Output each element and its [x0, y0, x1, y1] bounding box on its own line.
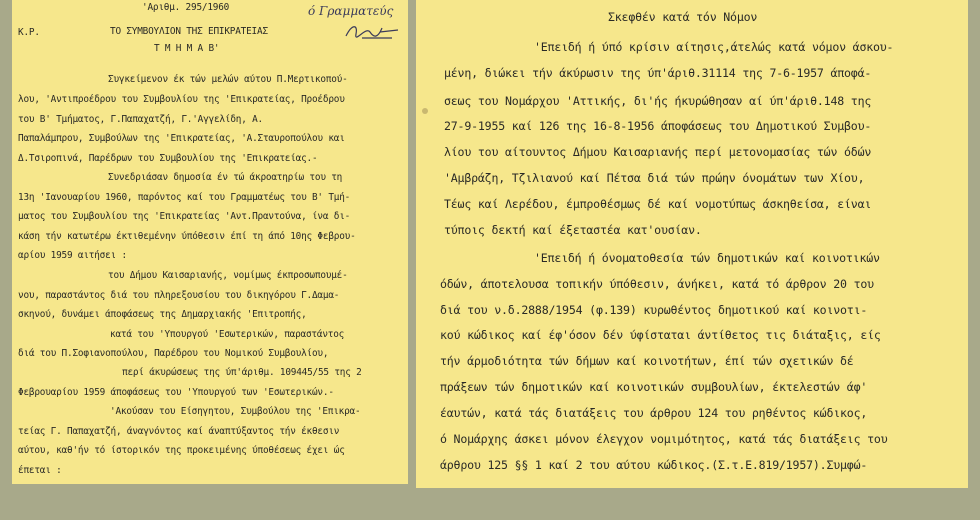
punch-hole-icon	[422, 108, 428, 114]
body-line: 'Επειδή ή ύπό κρίσιν αίτησις,άτελώς κατά νόμον άσκου-	[534, 40, 894, 54]
body-line: Τέως καί Λερέδου, έμπροθέσμως δέ καί νομοτύπως άσκηθείσα, είναι	[444, 197, 872, 211]
body-line: Παπαλάμπρου, Συμβούλων της 'Επικρατείας, 'Α.Σταυροπούλου και	[18, 133, 345, 144]
body-line: Συγκείμενον έκ τών μελών αύτου Π.Μερτικοπού-	[108, 74, 348, 85]
body-line: τείας Γ. Παπαχατζή, άναγνόντος καί άναπτύξαντος τήν έκθεσιν	[18, 426, 340, 437]
body-line: τήν άρμοδιότητα τών δήμων καί κοινοτήτων, έπί τών σχετικών δέ	[440, 354, 854, 368]
body-line: τύποις δεκτή καί έξεταστέα κατ'ουσίαν.	[444, 223, 702, 237]
body-line: Συνεδριάσαν δημοσία έν τώ άκροατηρίω του τη	[108, 172, 343, 183]
body-line: αύτου, καθ'ήν τό ίστορικόν της προκειμένης ύποθέσεως έχει ώς	[18, 445, 345, 456]
document-page-left	[12, 0, 408, 484]
body-line: 13η 'Ιανουαρίου 1960, παρόντος καί του Γραμματέως του Β' Τμή-	[18, 192, 351, 203]
body-line: λίου του αίτουντος Δήμου Καισαριανής περί μετονομασίας τών όδών	[444, 145, 872, 159]
body-line: του Δήμου Καισαριανής, νομίμως έκπροσωπουμέ-	[108, 270, 348, 281]
body-line: άρθρου 125 §§ 1 καί 2 του αύτου κώδικος.(Σ.τ.Ε.819/1957).Συμφώ-	[440, 458, 868, 472]
body-line: 'Ακούσαν του Είσηγητου, Συμβούλου της 'Επικρα-	[110, 406, 361, 417]
body-line: διά του ν.δ.2888/1954 (φ.139) κυρωθέντος δημοτικού καί κοινοτι-	[440, 303, 868, 317]
section-title: Τ Μ Η Μ Α Β'	[154, 43, 220, 54]
body-line: ό Νομάρχης άσκει μόνον έλεγχον νομιμότητος, κατά τάς διατάξεις του	[440, 432, 888, 446]
decision-number: 'Αριθμ. 295/1960	[142, 2, 230, 13]
body-line: Φεβρουαρίου 1959 άποφάσεως του 'Υπουργού των 'Εσωτερικών.-	[18, 387, 334, 398]
body-line: έαυτών, κατά τάς διατάξεις του άρθρου 124 του ρηθέντος κώδικος,	[440, 406, 868, 420]
body-line: σκηνού, δυνάμει άποφάσεως της Δημαρχιακής 'Επιτροπής,	[18, 309, 307, 320]
header-left: K.P.	[18, 27, 40, 38]
section-heading: Σκεφθέν κατά τόν Νόμον	[608, 10, 758, 24]
court-name: ΤΟ ΣΥΜΒΟΥΛΙΟΝ ΤΗΣ ΕΠΙΚΡΑΤΕΙΑΣ	[110, 26, 268, 37]
body-line: 'Επειδή ή όνοματοθεσία τών δημοτικών καί κοινοτικών	[534, 251, 880, 265]
body-line: κάση τήν κατωτέρω έκτιθεμένην ύπόθεσιν έπί τη άπό 10ης Φεβρου-	[18, 231, 356, 242]
body-line: διά του Π.Σοφιανοπούλου, Παρέδρου του Νομικού Συμβουλίου,	[18, 348, 329, 359]
handwritten-note: ό Γραμματεύς	[308, 4, 394, 18]
body-line: κατά του 'Υπουργού 'Εσωτερικών, παραστάντος	[110, 329, 345, 340]
body-line: του Β' Τμήματος, Γ.Παπαχατζή, Γ.'Αγγελίδη, Α.	[18, 114, 263, 125]
body-line: όδών, άποτελουσα τοπικήν ύπόθεσιν, άνήκει, κατά τό άρθρον 20 του	[440, 277, 874, 291]
body-line: Δ.Τσιροπινά, Παρέδρων του Συμβουλίου της 'Επικρατείας.-	[18, 153, 318, 164]
body-line: λου, 'Αντιπροέδρου του Συμβουλίου της 'Επικρατείας, Προέδρου	[18, 94, 345, 105]
signature	[342, 20, 402, 42]
body-line: ματος του Συμβουλίου της 'Επικρατείας 'Αντ.Πραντούνα, ίνα δι-	[18, 211, 351, 222]
document-page-right	[416, 0, 968, 488]
body-line: περί άκυρώσεως της ύπ'άριθμ. 109445/55 της 2	[122, 367, 362, 378]
body-line: κού κώδικος καί έφ'όσον δέν ύφίσταται άντίθετος τις διάταξις, είς	[440, 328, 881, 342]
body-line: αρίου 1959 αιτήσει :	[18, 250, 127, 261]
body-line: πράξεων τών δημοτικών καί κοινοτικών συμβουλίων, έκτελεστών άφ'	[440, 380, 868, 394]
body-line: έπεται :	[18, 465, 62, 476]
body-line: μένη, διώκει τήν άκύρωσιν της ύπ'άριθ.31114 της 7-6-1957 άποφά-	[444, 66, 872, 80]
body-line: νου, παραστάντος διά του πληρεξουσίου του δικηγόρου Γ.Δαμα-	[18, 290, 340, 301]
body-line: σεως του Νομάρχου 'Αττικής, δι'ής ήκυρώθησαν αί ύπ'άριθ.148 της	[444, 94, 872, 108]
body-line: 'Αμβράζη, Τζιλιανού καί Πέτσα διά τών πρώην όνομάτων των Χίου,	[444, 171, 865, 185]
body-line: 27-9-1955 καί 126 της 16-8-1956 άποφάσεως του Δημοτικού Συμβου-	[444, 119, 872, 133]
